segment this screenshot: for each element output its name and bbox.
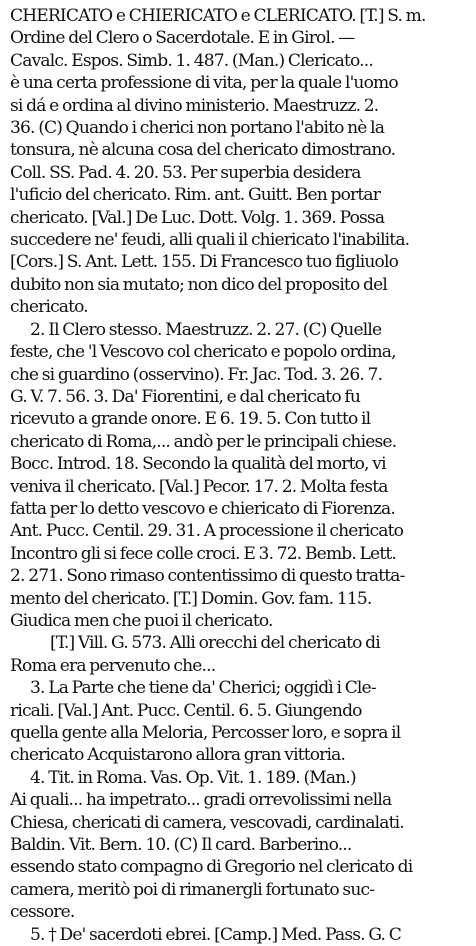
text-line: CHERICATO e CHIERICATO e CLERICATO. [T.] S. m. <box>10 6 426 26</box>
text-line: dubito non sia mutato; non dico del proposito del <box>10 274 387 295</box>
text-line: Ai quali... ha impetrato... gradi orrevolissimi nella <box>10 790 392 811</box>
section-start-line: [T.] Vill. G. 573. Alli orecchi del chericato di <box>50 633 380 654</box>
text-line: chericato. <box>10 297 88 318</box>
text-line: l'uficio del chericato. Rim. ant. Guitt. Ben portar <box>10 185 381 206</box>
text-line: feste, che 'l Vescovo col chericato e popolo ordina, <box>10 342 396 363</box>
text-line: ricevuto a grande onore. E 6. 19. 5. Con tutto il <box>10 409 371 430</box>
text-line: Ordine del Clero o Sacerdotale. E in Girol. — <box>10 28 355 49</box>
text-line: ricali. [Val.] Ant. Pucc. Centil. 6. 5. Giungendo <box>10 700 362 721</box>
text-line: Coll. SS. Pad. 4. 20. 53. Per superbia desidera <box>10 162 361 183</box>
text-line: Chiesa, chericati di camera, vescovadi, cardinalati. <box>10 812 404 833</box>
text-line: Cavalc. Espos. Simb. 1. 487. (Man.) Clericato... <box>10 50 373 71</box>
text-line: mento del chericato. [T.] Domin. Gov. fam. 115. <box>10 588 372 609</box>
section-start-line: 4. Tit. in Roma. Vas. Op. Vit. 1. 189. (Man.) <box>30 767 356 788</box>
text-line: Ant. Pucc. Centil. 29. 31. A processione il chericato <box>10 521 404 542</box>
text-line: [Cors.] S. Ant. Lett. 155. Di Francesco tuo figliuolo <box>10 252 399 273</box>
text-line: camera, meritò poi di rimanergli fortunato suc- <box>10 879 375 900</box>
text-line: G. V. 7. 56. 3. Da' Fiorentini, e dal chericato fu <box>10 386 360 407</box>
text-line: succedere ne' feudi, alli quali il chiericato l'inabilita. <box>10 230 410 251</box>
text-line: Incontro gli si fece colle croci. E 3. 72. Bemb. Lett. <box>10 543 396 564</box>
text-line: veniva il chericato. [Val.] Pecor. 17. 2. Molta festa <box>10 476 388 497</box>
text-line: fatta per lo detto vescovo e chiericato di Fiorenza. <box>10 498 395 519</box>
text-line: tonsura, nè alcuna cosa del chericato dimostrano. <box>10 140 396 161</box>
text-line: chericato di Roma,... andò per le principali chiese. <box>10 431 397 452</box>
text-line: quella gente alla Meloria, Percosser loro, e sopra il <box>10 723 401 743</box>
text-line: si dá e ordina al divino ministerio. Maestruzz. 2. <box>10 95 379 116</box>
text-line: 36. (C) Quando i cherici non portano l'abito nè la <box>10 118 385 139</box>
text-line: chericato. [Val.] De Luc. Dott. Volg. 1. 369. Possa <box>10 207 385 228</box>
text-line: Bocc. Introd. 18. Secondo la qualità del morto, vi <box>10 454 386 475</box>
text-line: cessore. <box>10 902 75 923</box>
section-start-line: 2. Il Clero stesso. Maestruzz. 2. 27. (C) Quelle <box>30 319 382 340</box>
text-line: è una certa professione di vita, per la quale l'uomo <box>10 73 398 94</box>
text-line: 2. 271. Sono rimaso contentissimo di questo tratta- <box>10 566 405 587</box>
section-start-line: 5. † De' sacerdoti ebrei. [Camp.] Med. Pass. G. C <box>30 924 401 945</box>
section-start-line: 3. La Parte che tiene da' Cherici; oggidì i Cle- <box>30 678 376 699</box>
text-line: Giudica men che puoi il chericato. <box>10 610 273 631</box>
text-line: che si guardino (osservino). Fr. Jac. Tod. 3. 26. 7. <box>10 364 383 385</box>
text-line: Baldin. Vit. Bern. 10. (C) Il card. Barberino... <box>10 835 352 856</box>
text-line: essendo stato compagno di Gregorio nel clericato di <box>10 857 413 878</box>
text-line: chericato Acquistarono allora gran vittoria. <box>10 745 346 766</box>
text-line: Roma era pervenuto che... <box>10 655 216 676</box>
